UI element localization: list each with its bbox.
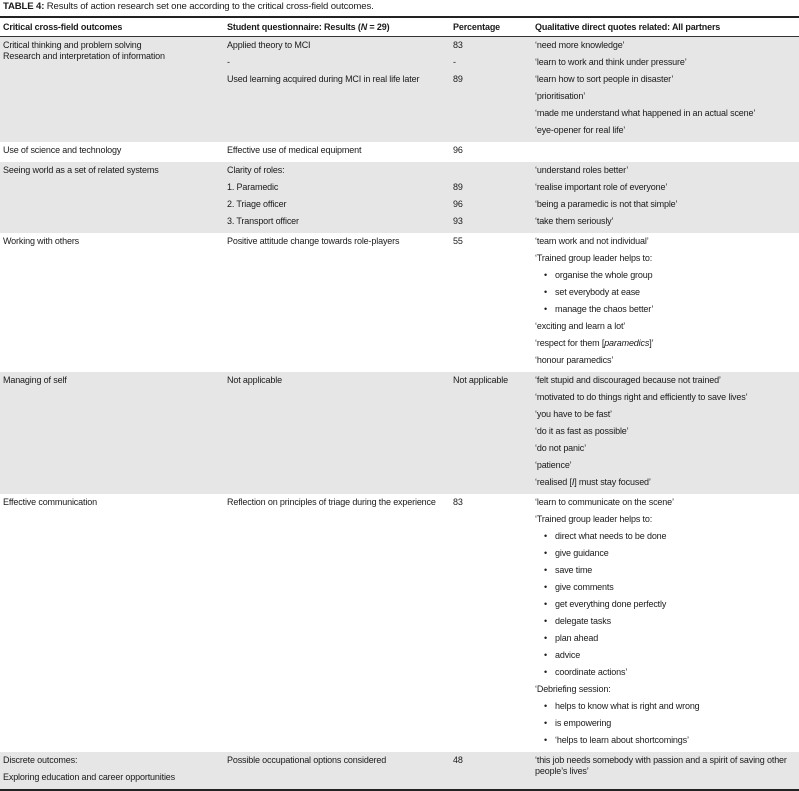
percentage-value (453, 165, 529, 182)
table-row (0, 162, 799, 233)
quote-text: organise the whole group (555, 270, 653, 280)
quote-text: ‘Trained group leader helps to: (535, 514, 653, 524)
outcome-cell (0, 162, 224, 233)
quote-text: direct what needs to be done (555, 531, 667, 541)
quote-italic-text: paramedics (604, 338, 650, 348)
quote-bullet-item (535, 599, 796, 616)
quote-item (535, 460, 796, 477)
percentage-value: 96 (453, 199, 463, 209)
quote-text: ‘learn to work and think under pressure’ (535, 57, 687, 67)
quote-text: is empowering (555, 718, 612, 728)
quote-bullet-item (535, 270, 796, 287)
percentage-value: 89 (453, 74, 463, 84)
results-cell (224, 494, 450, 752)
table-row (0, 494, 799, 752)
header-results-n: N (360, 22, 368, 32)
quote-bullet-item (535, 531, 796, 548)
quote-italic-text: I (571, 477, 575, 487)
quote-item (535, 409, 796, 426)
bullet-icon: • (544, 616, 548, 626)
quote-item (535, 253, 796, 270)
quote-item (535, 199, 796, 216)
quote-text: plan ahead (555, 633, 599, 643)
result-item: 1. Paramedic (227, 182, 279, 192)
quote-item (535, 755, 796, 783)
table-row (0, 37, 799, 143)
outcome-cell (0, 142, 224, 162)
quote-item (535, 514, 796, 531)
outcome-cell (0, 37, 224, 143)
quote-text: ‘realised [ (535, 477, 572, 487)
results-table (0, 16, 799, 791)
quote-text: ‘eye-opener for real life’ (535, 125, 626, 135)
percentage-value: - (453, 57, 456, 67)
quote-text: ‘felt stupid and discouraged because not trained’ (535, 375, 721, 385)
quote-text: ‘do not panic’ (535, 443, 586, 453)
quote-text: delegate tasks (555, 616, 611, 626)
quote-text: ‘learn how to sort people in disaster’ (535, 74, 674, 84)
table-row (0, 372, 799, 494)
bullet-icon: • (544, 735, 548, 745)
quote-item (535, 125, 796, 142)
caption-text: Results of action research set one according to the critical cross-field outcomes. (44, 1, 374, 12)
quote-text: ‘exciting and learn a lot’ (535, 321, 626, 331)
quote-bullet-item (535, 287, 796, 304)
results-cell (224, 142, 450, 162)
quote-item (535, 375, 796, 392)
quote-text: ‘helps to learn about shortcomings’ (555, 735, 689, 745)
quote-text: ‘team work and not individual’ (535, 236, 649, 246)
bullet-icon: • (544, 287, 548, 297)
quote-text: ‘learn to communicate on the scene’ (535, 497, 674, 507)
quote-text: ‘this job needs somebody with passion and a spirit of saving other people’s lives’ (535, 755, 787, 776)
quote-item (535, 497, 796, 514)
table-caption (3, 1, 374, 12)
quote-bullet-item (535, 633, 796, 650)
percentage-value: 89 (453, 182, 463, 192)
bullet-icon: • (544, 565, 548, 575)
percentage-value: 83 (453, 40, 463, 50)
table-row (0, 233, 799, 372)
quote-item (535, 321, 796, 338)
quote-text: ‘Debriefing session: (535, 684, 611, 694)
result-item: Clarity of roles: (227, 165, 285, 175)
results-cell (224, 372, 450, 494)
quote-text: ‘motivated to do things right and efficiently to save lives’ (535, 392, 748, 402)
percentage-cell (450, 162, 532, 233)
quote-bullet-item (535, 304, 796, 321)
bullet-icon: • (544, 718, 548, 728)
percentage-cell (450, 233, 532, 372)
outcome-text: Working with others (3, 236, 80, 246)
results-cell (224, 752, 450, 790)
result-item: Not applicable (227, 375, 282, 385)
header-quotes: Qualitative direct quotes related: All partners (532, 17, 799, 37)
table-body (0, 37, 799, 791)
header-outcomes: Critical cross-field outcomes (0, 17, 224, 37)
quote-text-end: ] must stay focused’ (574, 477, 651, 487)
quote-text: ‘take them seriously’ (535, 216, 614, 226)
outcome-text: Discrete outcomes: (3, 755, 78, 765)
quote-text: advice (555, 650, 581, 660)
quote-text: ‘need more knowledge’ (535, 40, 625, 50)
quote-text: ‘respect for them [ (535, 338, 605, 348)
percentage-cell (450, 372, 532, 494)
quotes-cell (532, 37, 799, 143)
quote-bullet-item (535, 582, 796, 599)
quote-bullet-item (535, 548, 796, 565)
result-item: 2. Triage officer (227, 199, 287, 209)
outcome-cell (0, 494, 224, 752)
percentage-cell (450, 752, 532, 790)
bullet-icon: • (544, 701, 548, 711)
results-cell (224, 37, 450, 143)
bullet-icon: • (544, 548, 548, 558)
quote-text: ‘Trained group leader helps to: (535, 253, 653, 263)
quote-bullet-item (535, 565, 796, 582)
quote-item (535, 392, 796, 409)
quote-text: ‘honour paramedics’ (535, 355, 614, 365)
quotes-cell (532, 752, 799, 790)
percentage-value: 93 (453, 216, 463, 226)
outcome-text: Critical thinking and problem solving Research and interpretation of information (3, 40, 165, 61)
quote-text: set everybody at ease (555, 287, 640, 297)
quote-text: helps to know what is right and wrong (555, 701, 700, 711)
quotes-cell (532, 372, 799, 494)
percentage-cell (450, 494, 532, 752)
bullet-icon: • (544, 650, 548, 660)
bullet-icon: • (544, 270, 548, 280)
quote-bullet-item (535, 701, 796, 718)
outcome-cell (0, 752, 224, 790)
quote-text: ‘you have to be fast’ (535, 409, 612, 419)
result-item: Reflection on principles of triage during the experience (227, 497, 436, 507)
quotes-cell (532, 233, 799, 372)
outcome-text: Managing of self (3, 375, 67, 385)
quote-bullet-item (535, 667, 796, 684)
bullet-icon: • (544, 599, 548, 609)
quote-text: give comments (555, 582, 614, 592)
quote-item (535, 236, 796, 253)
quote-item (535, 216, 796, 233)
quote-item (535, 426, 796, 443)
quote-item (535, 182, 796, 199)
table-row (0, 752, 799, 790)
quote-item (535, 165, 796, 182)
percentage-value: 48 (453, 755, 463, 765)
quote-text: give guidance (555, 548, 609, 558)
quote-text-end: ]’ (649, 338, 654, 348)
quote-text: ‘being a paramedic is not that simple’ (535, 199, 678, 209)
result-item: Positive attitude change towards role-players (227, 236, 400, 246)
quote-bullet-item (535, 735, 796, 752)
quotes-cell (532, 494, 799, 752)
quote-item (535, 57, 796, 74)
quote-bullet-item (535, 650, 796, 667)
caption-label: TABLE 4: (3, 1, 45, 12)
percentage-value: 55 (453, 236, 463, 246)
quote-bullet-item (535, 718, 796, 735)
table-row (0, 142, 799, 162)
quote-item (535, 355, 796, 372)
outcome-cell (0, 372, 224, 494)
quote-item (535, 74, 796, 91)
outcome-text: Effective communication (3, 497, 97, 507)
result-item: Applied theory to MCI (227, 40, 311, 50)
bullet-icon: • (544, 667, 548, 677)
quote-item (535, 477, 796, 494)
result-item: Possible occupational options considered (227, 755, 387, 765)
quotes-cell (532, 162, 799, 233)
outcome-text: Use of science and technology (3, 145, 122, 155)
quote-text: save time (555, 565, 593, 575)
bullet-icon: • (544, 633, 548, 643)
header-results-pre: Student questionnaire: Results ( (227, 22, 361, 32)
header-results (224, 17, 450, 37)
percentage-cell (450, 37, 532, 143)
header-row (0, 17, 799, 37)
outcome-cell (0, 233, 224, 372)
percentage-value: 96 (453, 145, 463, 155)
result-item: - (227, 57, 230, 67)
quotes-cell (532, 142, 799, 162)
percentage-value: Not applicable (453, 375, 508, 385)
quote-text: ‘made me understand what happened in an actual scene’ (535, 108, 756, 118)
bullet-icon: • (544, 531, 548, 541)
bullet-icon: • (544, 582, 548, 592)
quote-item (535, 684, 796, 701)
results-cell (224, 162, 450, 233)
quote-text: get everything done perfectly (555, 599, 667, 609)
quote-item (535, 108, 796, 125)
outcome-text: Seeing world as a set of related systems (3, 165, 159, 175)
quote-item (535, 443, 796, 460)
header-percentage: Percentage (450, 17, 532, 37)
header-results-post: = 29) (367, 22, 390, 32)
result-item: 3. Transport officer (227, 216, 299, 226)
quote-text: manage the chaos better’ (555, 304, 654, 314)
quote-item (535, 338, 796, 355)
quote-text: ‘prioritisation’ (535, 91, 586, 101)
result-item: Effective use of medical equipment (227, 145, 362, 155)
result-item: Used learning acquired during MCI in real life later (227, 74, 420, 84)
quote-bullet-item (535, 616, 796, 633)
bullet-icon: • (544, 304, 548, 314)
quote-item (535, 91, 796, 108)
quote-text: ‘do it as fast as possible’ (535, 426, 629, 436)
quote-text: ‘understand roles better’ (535, 165, 629, 175)
results-cell (224, 233, 450, 372)
percentage-value: 83 (453, 497, 463, 507)
quote-text: ‘patience’ (535, 460, 572, 470)
outcome-text: Exploring education and career opportunities (3, 772, 176, 782)
quote-text: coordinate actions’ (555, 667, 628, 677)
quote-item (535, 40, 796, 57)
quote-text: ‘realise important role of everyone’ (535, 182, 668, 192)
percentage-cell (450, 142, 532, 162)
